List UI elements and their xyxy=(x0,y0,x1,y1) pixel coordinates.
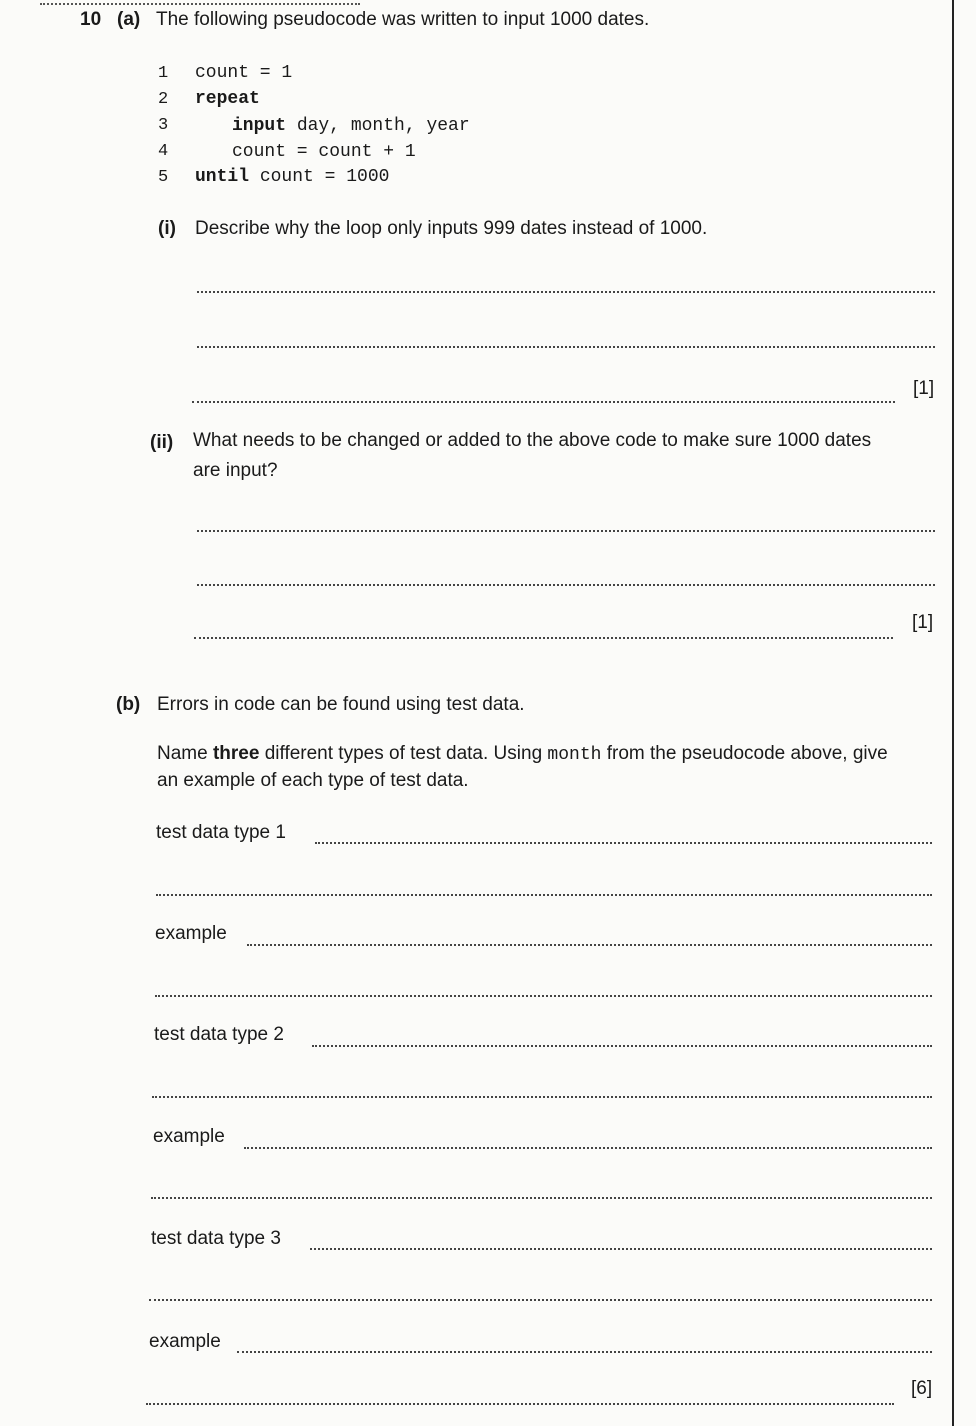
part-a-label: (a) xyxy=(117,9,141,30)
sub-i-text: Describe why the loop only inputs 999 dates instead of 1000. xyxy=(195,218,708,239)
marks-part-b: [6] xyxy=(911,1378,933,1399)
header-rule xyxy=(40,0,360,5)
marks-sub-i: [1] xyxy=(913,378,935,399)
instruction-emphasis: three xyxy=(212,743,260,764)
answer-line[interactable] xyxy=(146,1403,894,1405)
answer-line[interactable] xyxy=(312,1045,932,1047)
marks-sub-ii: [1] xyxy=(912,612,934,633)
line-number: 2 xyxy=(158,90,169,109)
code-line-text: count = 1000 xyxy=(249,167,390,187)
answer-line[interactable] xyxy=(310,1248,932,1250)
answer-line[interactable] xyxy=(197,530,935,532)
prompt-example-2: example xyxy=(153,1126,225,1147)
part-b-intro: Errors in code can be found using test data. xyxy=(157,694,525,715)
answer-line[interactable] xyxy=(247,944,932,946)
prompt-example-1: example xyxy=(155,923,227,944)
part-b-instruction-line2: an example of each type of test data. xyxy=(157,770,469,791)
line-number: 5 xyxy=(158,168,169,187)
answer-line[interactable] xyxy=(192,401,895,403)
code-line xyxy=(232,116,470,136)
margin-rule xyxy=(952,0,954,1426)
code-line-text: count = count + 1 xyxy=(232,142,416,162)
sub-ii-text-line2: are input? xyxy=(193,460,278,481)
code-line-text: day, month, year xyxy=(286,116,470,136)
line-number: 1 xyxy=(158,64,169,83)
code-keyword: repeat xyxy=(195,89,260,109)
answer-line[interactable] xyxy=(237,1351,932,1353)
answer-line[interactable] xyxy=(197,584,935,586)
prompt-test-data-type-2: test data type 2 xyxy=(154,1024,284,1045)
answer-line[interactable] xyxy=(155,995,932,997)
line-number: 4 xyxy=(158,142,169,161)
instruction-text: different types of test data. Using xyxy=(259,743,548,764)
answer-line[interactable] xyxy=(151,1197,932,1199)
answer-line[interactable] xyxy=(244,1147,932,1149)
answer-line[interactable] xyxy=(197,291,935,293)
instruction-text: from the pseudocode above, give xyxy=(601,743,888,764)
code-line xyxy=(195,167,389,187)
instruction-code: month xyxy=(547,745,602,765)
line-number: 3 xyxy=(158,116,169,135)
answer-line[interactable] xyxy=(149,1299,932,1301)
answer-line[interactable] xyxy=(152,1096,932,1098)
sub-ii-text-line1: What needs to be changed or added to the above code to make sure 1000 dates xyxy=(193,430,872,451)
question-number: 10 xyxy=(80,9,102,30)
code-keyword: input xyxy=(232,116,287,136)
part-b-instruction-line1 xyxy=(157,743,888,765)
part-b-label: (b) xyxy=(116,694,141,715)
code-line-text: count = 1 xyxy=(195,63,293,83)
answer-line[interactable] xyxy=(197,346,935,348)
code-keyword: until xyxy=(195,167,250,187)
prompt-example-3: example xyxy=(149,1331,221,1352)
answer-line[interactable] xyxy=(156,894,932,896)
answer-line[interactable] xyxy=(194,637,893,639)
instruction-text: Name xyxy=(157,743,213,764)
sub-i-label: (i) xyxy=(158,218,176,239)
sub-ii-label: (ii) xyxy=(150,432,174,453)
answer-line[interactable] xyxy=(315,842,932,844)
prompt-test-data-type-1: test data type 1 xyxy=(156,822,286,843)
prompt-test-data-type-3: test data type 3 xyxy=(151,1228,281,1249)
part-a-intro: The following pseudocode was written to input 1000 dates. xyxy=(156,9,650,30)
